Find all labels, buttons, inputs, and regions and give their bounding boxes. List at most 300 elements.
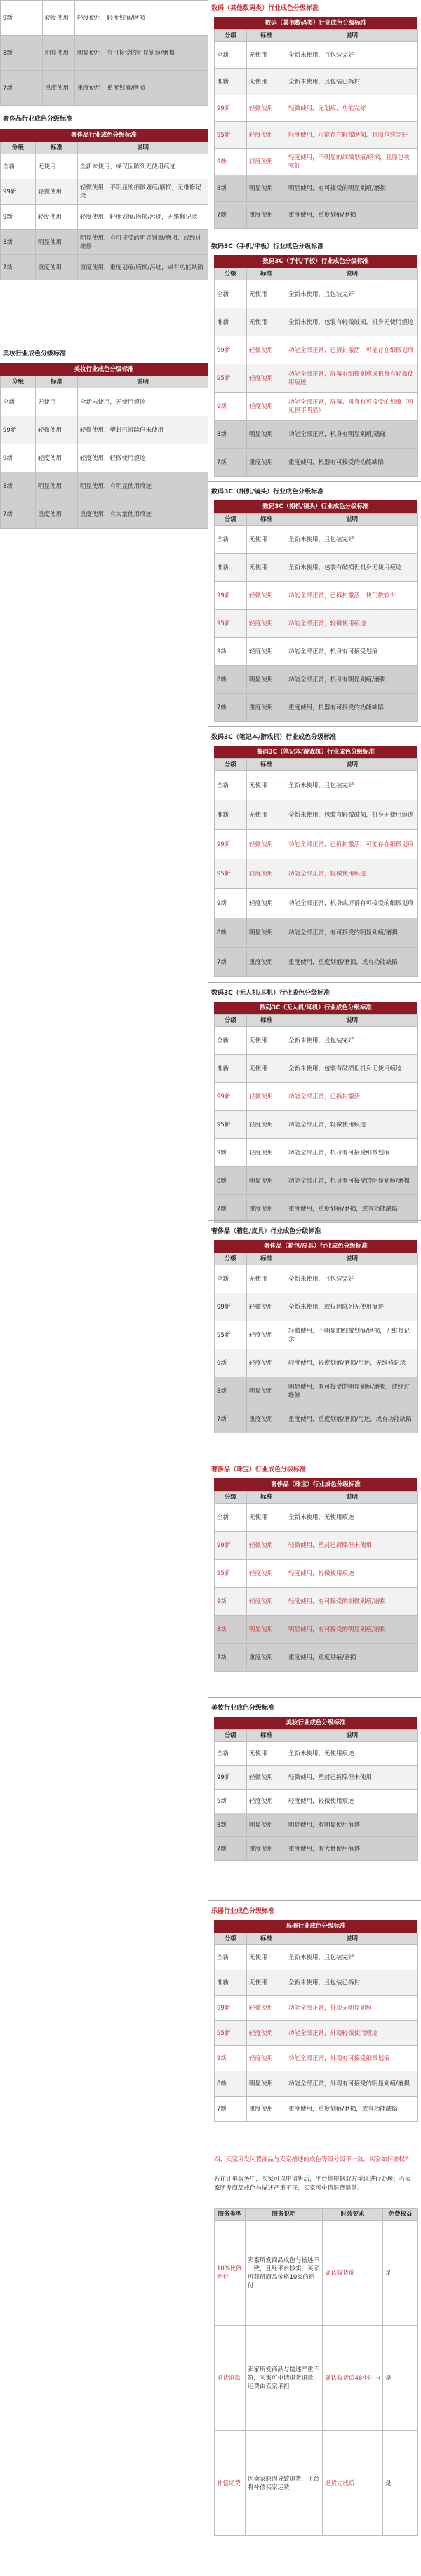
cell-description: 功能全部正常，已拆封激活，可能存在细微划痕 <box>286 336 418 364</box>
cell-level: 99新 <box>215 336 247 364</box>
cell-standard: 明显使用 <box>247 666 286 694</box>
cell-description: 功能全部正常，外观有可接受的明显划痕/磨损 <box>286 2071 418 2097</box>
cell-description: 功能全部正常，机身有明显划痕/磕碰 <box>286 421 418 449</box>
table-row <box>215 526 418 554</box>
table-row <box>215 2021 418 2046</box>
cell-description: 功能全部正常，轻微使用痕迹 <box>286 610 418 638</box>
table-band: 美妆行业成色分级标准 <box>214 1717 417 1729</box>
cell-level: 8新 <box>1 472 36 500</box>
table-row <box>215 694 418 722</box>
col-head-std: 标准 <box>247 1730 286 1742</box>
cell-type: 退货退款 <box>215 2326 246 2431</box>
cell-standard: 无使用 <box>247 1027 286 1055</box>
cell-standard: 轻度使用 <box>247 1111 286 1139</box>
table-row <box>215 582 418 610</box>
col-head-std: 标准 <box>247 1015 286 1027</box>
col-head-desc: 说明 <box>286 1253 418 1265</box>
left-table-2-wrap <box>0 129 208 280</box>
col-head-level: 分级 <box>215 1492 247 1504</box>
cell-level: 8新 <box>215 175 247 202</box>
cell-description: 功能全部正常，外观有可接受细微划痕 <box>286 2046 418 2071</box>
cell-description: 全新未使用，且包装完好 <box>286 526 418 554</box>
cell-description: 重度使用，重度划痕/磨损/污迹，或有功能缺陷 <box>78 255 208 280</box>
cell-level: 8新 <box>215 918 247 948</box>
cell-standard: 轻度使用 <box>247 1349 286 1377</box>
cell-description: 全新未使用，包装有破损但机身无使用痕迹 <box>286 554 418 582</box>
table-row <box>1 179 208 205</box>
cell-level: 99新 <box>215 582 247 610</box>
cell-description: 轻度使用，有可接受的细微划痕/磨损 <box>286 1588 418 1616</box>
cell-level: 8新 <box>215 1616 247 1644</box>
cell-standard: 重度使用 <box>247 449 286 477</box>
cell-standard: 轻微使用 <box>247 830 286 859</box>
col-head-desc: 说明 <box>286 1015 418 1027</box>
table-row <box>215 2431 418 2536</box>
cell-description: 轻度使用，轻微使用痕迹 <box>78 444 208 472</box>
cell-level: 95新 <box>215 1560 247 1588</box>
cell-description: 明显使用，有可接受的明显划痕/磨损 <box>286 1616 418 1644</box>
cell-level: 9新 <box>1 1 43 36</box>
cell-level: 9新 <box>1 205 36 230</box>
table-band: 乐器行业成色分级标准 <box>214 1920 417 1933</box>
cell-standard: 轻度使用 <box>247 364 286 393</box>
cell-description: 全新未使用，且包装完好 <box>286 771 418 800</box>
table-band: 奢侈品（珠宝）行业成色分级标准 <box>214 1478 417 1491</box>
table-row <box>215 771 418 800</box>
grade-table <box>214 500 417 722</box>
cell-level: 7新 <box>215 2097 247 2122</box>
cell-level: 7新 <box>215 948 247 977</box>
table-row <box>1 255 208 280</box>
cell-description: 功能全部正常，轻微使用痕迹 <box>286 859 418 889</box>
cell-level: 准新 <box>215 1055 247 1083</box>
table-row <box>215 1167 418 1195</box>
cell-level: 8新 <box>1 36 43 71</box>
cell-level: 99新 <box>1 179 36 205</box>
table-row <box>215 918 418 948</box>
cell-description: 轻微使用，塑封已拆除但未使用 <box>78 416 208 444</box>
cell-description: 卖家所发商品成色与描述不一致，且经平台核实，买家可获得商品价格10%的赔付 <box>246 2221 323 2326</box>
table-row <box>215 1532 418 1560</box>
cell-level: 9新 <box>215 2046 247 2071</box>
cell-standard: 轻度使用 <box>247 122 286 149</box>
section-title-luxury: 奢侈品行业成色分级标准 <box>3 116 73 123</box>
grade-table <box>214 1002 417 1223</box>
cell-standard: 明显使用 <box>247 175 286 202</box>
table-row <box>215 2071 418 2097</box>
cell-type: 补偿运费 <box>215 2431 246 2536</box>
cell-description: 全新未使用，且包装完好 <box>286 280 418 308</box>
cell-type: 10%比例赔付 <box>215 2221 246 2326</box>
cell-level: 全新 <box>215 1945 247 1970</box>
cell-level: 9新 <box>215 1349 247 1377</box>
col-head-desc: 说明 <box>286 1492 418 1504</box>
section-title: 数码（其他数码类）行业成色分级标准 <box>211 5 319 12</box>
cell-level: 9新 <box>215 638 247 666</box>
cell-level: 准新 <box>215 1970 247 1996</box>
cell-description: 功能全部正常，机身有可接受划痕 <box>286 638 418 666</box>
cell-standard: 轻微使用 <box>247 1996 286 2021</box>
cell-level: 99新 <box>215 830 247 859</box>
cell-description: 全新未使用，无使用痕迹 <box>78 388 208 416</box>
col-head-desc: 说明 <box>286 1730 418 1742</box>
table-row <box>215 1560 418 1588</box>
cell-description: 明显使用，有明显使用痕迹 <box>286 1813 418 1837</box>
table-row <box>215 122 418 149</box>
cell-description: 轻度使用，轻度划痕/磨损 <box>75 1 208 36</box>
cell-level: 7新 <box>215 202 247 229</box>
col-head-std: 标准 <box>247 1253 286 1265</box>
cell-level: 准新 <box>215 308 247 336</box>
cell-standard: 重度使用 <box>247 1195 286 1223</box>
table-row <box>215 1027 418 1055</box>
table-row <box>1 230 208 255</box>
col-head-std: 标准 <box>247 759 286 771</box>
cell-standard: 明显使用 <box>247 1167 286 1195</box>
cell-description: 明显使用，有可接受的明显划痕/磨损，或经过维修 <box>78 230 208 255</box>
table-row <box>215 1945 418 1970</box>
cell-standard: 轻微使用 <box>247 1766 286 1790</box>
cell-standard: 重度使用 <box>247 202 286 229</box>
cell-level: 99新 <box>215 1766 247 1790</box>
cell-level: 全新 <box>215 1504 247 1532</box>
section-title: 美妆行业成色分级标准 <box>211 1705 275 1712</box>
cell-description: 重度使用，有大量使用痕迹 <box>78 500 208 529</box>
cell-standard: 轻度使用 <box>36 444 78 472</box>
cell-level: 全新 <box>215 42 247 69</box>
table-row <box>215 1377 418 1405</box>
table-row <box>215 149 418 175</box>
cell-standard: 轻度使用 <box>247 638 286 666</box>
table-row <box>215 1265 418 1293</box>
col-head-desc: 说明 <box>78 376 208 388</box>
cell-standard: 明显使用 <box>247 918 286 948</box>
cell-level: 9新 <box>215 1139 247 1167</box>
cell-description: 重度使用，重度划痕/磨损 <box>75 71 208 106</box>
cell-description: 功能全部正常，外观无明显划痕 <box>286 1996 418 2021</box>
table-row <box>1 388 208 416</box>
cell-standard: 轻度使用 <box>247 859 286 889</box>
table-row <box>215 449 418 477</box>
section-divider <box>208 982 421 983</box>
cell-standard: 重度使用 <box>247 1405 286 1433</box>
cell-time: 退货完成后 <box>323 2431 383 2536</box>
table-row <box>215 1321 418 1349</box>
cell-description: 因卖家原因导致退货，平台将补偿买家运费 <box>246 2431 323 2536</box>
cell-standard: 轻微使用 <box>247 95 286 122</box>
cell-standard: 明显使用 <box>36 230 78 255</box>
table-row <box>215 1970 418 1996</box>
col-head-desc: 服务说明 <box>246 2209 323 2221</box>
table-row <box>215 1588 418 1616</box>
table-row <box>215 610 418 638</box>
cell-standard: 无使用 <box>36 388 78 416</box>
table-row <box>215 1293 418 1321</box>
cell-description: 全新未使用，且包装完好 <box>286 1945 418 1970</box>
cell-description: 全新未使用，无使用痕迹 <box>286 1504 418 1532</box>
cell-level: 8新 <box>215 2071 247 2097</box>
cell-level: 9新 <box>215 1790 247 1813</box>
section-title: 数码3C（笔记本/游戏机）行业成色分级标准 <box>211 734 337 741</box>
cell-level: 准新 <box>215 800 247 830</box>
table-band: 数码3C（相机/镜头）行业成色分级标准 <box>214 500 417 513</box>
cell-description: 重度使用，重度划痕/磨损 <box>286 202 418 229</box>
cell-standard: 重度使用 <box>247 948 286 977</box>
cell-description: 明显使用，有可接受的明显划痕/磨损 <box>75 36 208 71</box>
table-row <box>215 948 418 977</box>
service-table <box>214 2208 418 2536</box>
cell-standard: 无使用 <box>247 800 286 830</box>
cell-level: 8新 <box>215 1813 247 1837</box>
table-row <box>1 444 208 472</box>
col-head-std: 标准 <box>247 514 286 526</box>
left-table-3 <box>0 376 208 529</box>
cell-standard: 轻度使用 <box>247 1560 286 1588</box>
table-row <box>215 421 418 449</box>
cell-description: 功能全部正常，已拆封激活，可能存在细微划痕 <box>286 830 418 859</box>
left-table-2 <box>0 142 208 280</box>
col-head-desc: 说明 <box>286 1933 418 1945</box>
cell-level: 7新 <box>215 694 247 722</box>
cell-standard: 轻度使用 <box>247 1588 286 1616</box>
table-band: 美妆行业成色分级标准 <box>0 363 208 376</box>
grade-table <box>214 1240 417 1433</box>
cell-standard: 轻度使用 <box>247 2046 286 2071</box>
cell-standard: 无使用 <box>247 526 286 554</box>
cell-standard: 无使用 <box>247 308 286 336</box>
cell-level: 99新 <box>215 1293 247 1321</box>
cell-description: 轻微使用，不明显的细微划痕/磨损，无维修记录 <box>286 1321 418 1349</box>
cell-level: 9新 <box>215 393 247 421</box>
table-row <box>215 1790 418 1813</box>
col-head-level: 分级 <box>215 759 247 771</box>
cell-level: 7新 <box>215 1837 247 1861</box>
cell-description: 功能全部正常，屏幕、机身有可接受的划痕（可见但不明显） <box>286 393 418 421</box>
col-head-desc: 说明 <box>286 514 418 526</box>
cell-standard: 重度使用 <box>247 1837 286 1861</box>
cell-level: 全新 <box>215 526 247 554</box>
col-head-desc: 说明 <box>286 759 418 771</box>
cell-level: 全新 <box>215 1027 247 1055</box>
cell-level: 95新 <box>215 1321 247 1349</box>
cell-description: 全新未使用，包装有轻微破损，机身无使用痕迹 <box>286 800 418 830</box>
cell-description: 重度使用，重度划痕/磨损 <box>286 1644 418 1672</box>
col-head-std: 标准 <box>247 268 286 280</box>
cell-level: 全新 <box>215 1265 247 1293</box>
cell-description: 全新未使用，且包装已拆封 <box>286 1970 418 1996</box>
table-row <box>215 175 418 202</box>
table-row <box>1 416 208 444</box>
cell-standard: 轻微使用 <box>247 1532 286 1560</box>
table-row <box>215 1139 418 1167</box>
cell-description: 重度使用，重度划痕/磨损，或有功能缺陷 <box>286 2097 418 2122</box>
table-row <box>215 69 418 95</box>
cell-level: 9新 <box>215 1588 247 1616</box>
col-head-level: 分级 <box>215 514 247 526</box>
cell-standard: 无使用 <box>247 1265 286 1293</box>
cell-standard: 轻微使用 <box>247 336 286 364</box>
table-row <box>1 472 208 500</box>
cell-standard: 明显使用 <box>247 1616 286 1644</box>
col-head-std: 标准 <box>247 1933 286 1945</box>
cell-level: 99新 <box>215 1532 247 1560</box>
cell-description: 重度使用，重度划痕/磨损/污迹，或有功能缺陷 <box>286 1405 418 1433</box>
col-head-level: 分级 <box>1 142 36 154</box>
table-row <box>215 859 418 889</box>
cell-standard: 重度使用 <box>247 1644 286 1672</box>
cell-description: 轻度使用，轻度划痕/磨损/污迹，无维修记录 <box>286 1349 418 1377</box>
cell-level: 95新 <box>215 610 247 638</box>
cell-free: 是 <box>383 2221 418 2326</box>
cell-description: 重度使用，重度划痕/磨损，或有功能缺陷 <box>286 1195 418 1223</box>
cell-level: 7新 <box>1 500 36 529</box>
table-band: 数码3C（无人机/耳机）行业成色分级标准 <box>214 1002 417 1014</box>
table-row <box>215 1996 418 2021</box>
cell-standard: 轻微使用 <box>247 1083 286 1111</box>
cell-standard: 轻度使用 <box>247 149 286 175</box>
table-row <box>215 1644 418 1672</box>
cell-standard: 无使用 <box>247 69 286 95</box>
col-head-type: 服务类型 <box>215 2209 246 2221</box>
cell-standard: 明显使用 <box>247 421 286 449</box>
cell-description: 功能全部正常，已拆封激活，快门数较少 <box>286 582 418 610</box>
table-row <box>215 1195 418 1223</box>
col-head-level: 分级 <box>215 1730 247 1742</box>
col-head-level: 分级 <box>215 1253 247 1265</box>
cell-description: 全新未使用，且包装完好 <box>286 42 418 69</box>
col-head-level: 分级 <box>215 1933 247 1945</box>
cell-level: 准新 <box>215 554 247 582</box>
cell-standard: 轻微使用 <box>36 416 78 444</box>
cell-standard: 无使用 <box>247 1504 286 1532</box>
cell-description: 功能全部正常，有可接受的明显划痕/磨损 <box>286 918 418 948</box>
cell-description: 轻微使用，塑封已拆除但未使用 <box>286 1766 418 1790</box>
cell-description: 全新未使用，且包装已拆封 <box>286 69 418 95</box>
grade-table <box>214 255 417 477</box>
table-row <box>215 1083 418 1111</box>
cell-standard: 轻微使用 <box>247 582 286 610</box>
cell-standard: 重度使用 <box>247 694 286 722</box>
cell-description: 功能全部正常，轻微使用痕迹 <box>286 1111 418 1139</box>
col-head-level: 分级 <box>215 1015 247 1027</box>
cell-standard: 无使用 <box>247 280 286 308</box>
cell-standard: 轻度使用 <box>247 610 286 638</box>
cell-standard: 重度使用 <box>247 2097 286 2122</box>
faq-answer: 若在订单服务中，买家可以申请售后，平台将根据双方举证进行处理；若卖家所发商品成色与描述严重不符，买家可申请退货退款。 <box>214 2176 411 2192</box>
table-row <box>215 830 418 859</box>
col-head-level: 分级 <box>215 268 247 280</box>
cell-level: 7新 <box>1 255 36 280</box>
cell-level: 95新 <box>215 364 247 393</box>
cell-description: 全新未使用，或仅因陈列无使用痕迹 <box>286 1293 418 1321</box>
table-band: 数码（其他数码类）行业成色分级标准 <box>214 17 417 29</box>
cell-level: 99新 <box>215 1996 247 2021</box>
col-head-desc: 说明 <box>78 142 208 154</box>
cell-description: 轻微使用，塑封已拆除但未使用 <box>286 1532 418 1560</box>
cell-level: 9新 <box>215 889 247 918</box>
cell-level: 95新 <box>215 2021 247 2046</box>
cell-level: 7新 <box>215 1644 247 1672</box>
cell-description: 全新未使用，无使用痕迹 <box>286 1742 418 1766</box>
cell-standard: 明显使用 <box>247 1377 286 1405</box>
cell-standard: 明显使用 <box>36 472 78 500</box>
cell-level: 99新 <box>215 95 247 122</box>
cell-level: 全新 <box>1 388 36 416</box>
grade-table <box>214 746 417 977</box>
cell-time: 确认收货前 <box>323 2221 383 2326</box>
table-row <box>215 364 418 393</box>
cell-standard: 轻度使用 <box>247 1321 286 1349</box>
cell-standard: 轻度使用 <box>36 205 78 230</box>
section-title: 奢侈品（箱包/皮具）行业成色分级标准 <box>211 1228 321 1235</box>
cell-level: 全新 <box>1 154 36 179</box>
table-band: 奢侈品（箱包/皮具）行业成色分级标准 <box>214 1240 417 1253</box>
col-head-std: 标准 <box>247 30 286 42</box>
table-row <box>215 308 418 336</box>
section-divider <box>208 1220 421 1221</box>
cell-description: 功能全部正常，外观轻微使用痕迹 <box>286 2021 418 2046</box>
table-row <box>215 393 418 421</box>
cell-standard: 明显使用 <box>247 2071 286 2097</box>
section-title: 数码3C（手机/平板）行业成色分级标准 <box>211 243 324 250</box>
table-row <box>1 71 208 106</box>
cell-level: 8新 <box>215 666 247 694</box>
section-divider <box>208 726 421 727</box>
cell-level: 95新 <box>215 1111 247 1139</box>
cell-standard: 无使用 <box>247 1970 286 1996</box>
cell-description: 功能全部正常，机身有可接受的明显划痕/磨损 <box>286 1167 418 1195</box>
table-row <box>215 336 418 364</box>
cell-standard: 无使用 <box>247 554 286 582</box>
cell-level: 99新 <box>1 416 36 444</box>
cell-description: 轻度使用，轻度划痕/磨损/污迹，无维修记录 <box>78 205 208 230</box>
section-title-beauty: 美妆行业成色分级标准 <box>3 350 67 357</box>
cell-level: 9新 <box>215 149 247 175</box>
cell-standard: 轻度使用 <box>247 393 286 421</box>
table-row <box>215 2046 418 2071</box>
cell-description: 全新未使用，且包装完好 <box>286 1027 418 1055</box>
table-row <box>215 800 418 830</box>
cell-standard: 明显使用 <box>247 1813 286 1837</box>
cell-time: 确认收货后48小时内 <box>323 2326 383 2431</box>
table-row <box>1 36 208 71</box>
cell-standard: 重度使用 <box>36 255 78 280</box>
grade-table <box>214 1478 417 1672</box>
section-title: 数码3C（相机/镜头）行业成色分级标准 <box>211 489 324 496</box>
faq-question: 四、卖家所发闲置商品与卖家描述的成色等级分级不一致，买家如何维权？ <box>214 2156 411 2163</box>
col-head-desc: 说明 <box>286 30 418 42</box>
table-row <box>215 1504 418 1532</box>
cell-level: 95新 <box>215 859 247 889</box>
cell-standard: 无使用 <box>247 42 286 69</box>
cell-description: 卖家所发商品与描述严重不符，买家可申请退货退款，运费由卖家承担 <box>246 2326 323 2431</box>
cell-description: 重度使用，机器有可接受的功能缺陷 <box>286 694 418 722</box>
table-row <box>1 1 208 36</box>
table-row <box>215 1616 418 1644</box>
table-row <box>215 1055 418 1083</box>
col-head-std: 标准 <box>247 1492 286 1504</box>
table-row <box>215 2326 418 2431</box>
cell-level: 7新 <box>215 1195 247 1223</box>
cell-description: 功能全部正常，屏幕有细微划痕或机身有轻微使用痕迹 <box>286 364 418 393</box>
cell-description: 轻度使用，轻微使用痕迹 <box>286 1790 418 1813</box>
cell-standard: 轻度使用 <box>247 1139 286 1167</box>
cell-description: 全新未使用，包装有破损但机身无使用痕迹 <box>286 1055 418 1083</box>
table-row <box>215 1111 418 1139</box>
section-title: 乐器行业成色分级标准 <box>211 1908 275 1915</box>
table-row <box>215 638 418 666</box>
table-row <box>215 1766 418 1790</box>
